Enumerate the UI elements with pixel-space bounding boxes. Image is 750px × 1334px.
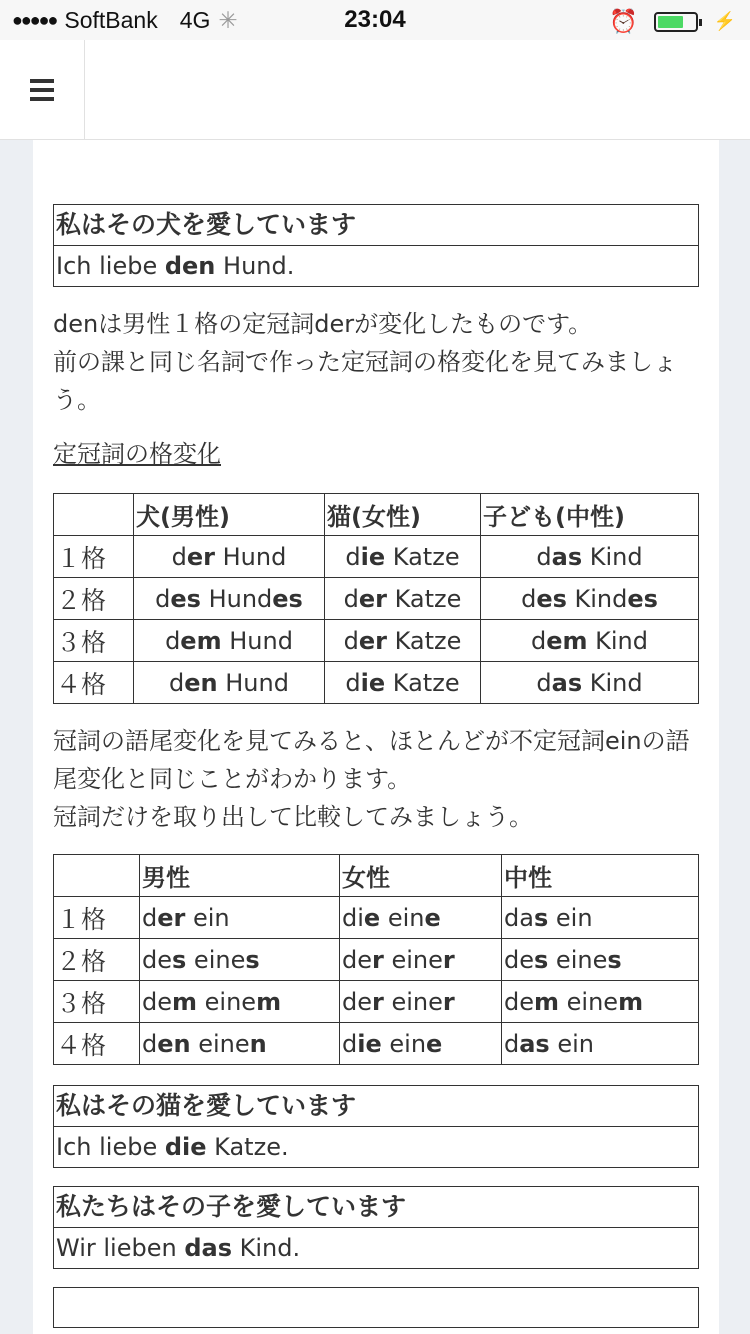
declension-cell-f: die Katze — [325, 536, 481, 578]
declension-cell-n: des eines — [502, 939, 699, 981]
declension-cell-n: das Kind — [481, 662, 699, 704]
network-type: 4G — [179, 7, 211, 33]
case-label: ４格 — [54, 662, 134, 704]
declension-cell-m: des eines — [140, 939, 340, 981]
article-card — [33, 140, 719, 1334]
section-heading: 定冠詞の格変化 — [53, 440, 221, 468]
case-label: ２格 — [54, 578, 134, 620]
declension-cell-n: des Kindes — [481, 578, 699, 620]
declension-cell-m: der ein — [140, 897, 340, 939]
declension-cell-n: das ein — [502, 897, 699, 939]
case-label: ４格 — [54, 1023, 140, 1065]
clock: 23:04 — [344, 6, 406, 33]
alarm-icon: ⏰ — [608, 8, 638, 34]
case-label: １格 — [54, 897, 140, 939]
example-sentence-3 — [53, 1186, 699, 1269]
declension-cell-n: dem Kind — [481, 620, 699, 662]
declension-cell-n: dem einem — [502, 981, 699, 1023]
declension-cell-f: der einer — [340, 939, 502, 981]
declension-cell-m: dem Hund — [134, 620, 325, 662]
table-row — [54, 536, 699, 578]
table-row — [54, 662, 699, 704]
declension-cell-f: die eine — [340, 1023, 502, 1065]
case-label: ２格 — [54, 939, 140, 981]
example-japanese: 私はその犬を愛しています — [54, 205, 699, 246]
declension-cell-n: das Kind — [481, 536, 699, 578]
table-header-row: 男性 女性 中性 — [54, 855, 699, 897]
case-label: ３格 — [54, 981, 140, 1023]
case-label: １格 — [54, 536, 134, 578]
declension-cell-f: die eine — [340, 897, 502, 939]
example-german: Wir lieben das Kind. — [54, 1228, 699, 1269]
example-sentence-1 — [53, 204, 699, 287]
table-row — [54, 1023, 699, 1065]
example-japanese: 私はその猫を愛しています — [54, 1086, 699, 1127]
example-german: Ich liebe den Hund. — [54, 246, 699, 287]
table-header-row: 犬(男性) 猫(女性) 子ども(中性) — [54, 494, 699, 536]
case-label: ３格 — [54, 620, 134, 662]
example-sentence-2 — [53, 1085, 699, 1168]
declension-cell-m: dem einem — [140, 981, 340, 1023]
table-row — [54, 939, 699, 981]
explanation-paragraph-1: denは男性１格の定冠詞derが変化したものです。 前の課と同じ名詞で作った定冠詞の格変化を見てみましょう。 — [53, 310, 677, 414]
site-header — [0, 40, 750, 140]
declension-cell-m: der Hund — [134, 536, 325, 578]
charging-icon: ⚡ — [713, 11, 736, 31]
example-sentence-4-partial — [53, 1287, 699, 1328]
declension-cell-f: die Katze — [325, 662, 481, 704]
table-row — [54, 981, 699, 1023]
carrier-name: SoftBank — [64, 7, 158, 33]
declension-cell-m: des Hundes — [134, 578, 325, 620]
example-japanese: 私たちはその子を愛しています — [54, 1187, 699, 1228]
status-bar — [0, 0, 750, 40]
explanation-paragraph-2: 冠詞の語尾変化を見てみると、ほとんどが不定冠詞einの語尾変化と同じことがわかります。 冠詞だけを取り出して比較してみましょう。 — [53, 727, 690, 831]
hamburger-menu-button[interactable] — [0, 40, 85, 140]
battery-icon — [654, 12, 698, 32]
definite-article-declension-table — [53, 493, 699, 704]
declension-cell-f: der Katze — [325, 578, 481, 620]
article-content — [53, 204, 699, 1334]
table-row — [54, 620, 699, 662]
example-german: Ich liebe die Katze. — [54, 1127, 699, 1168]
table-row — [54, 897, 699, 939]
declension-cell-m: den einen — [140, 1023, 340, 1065]
declension-cell-m: den Hund — [134, 662, 325, 704]
declension-cell-f: der Katze — [325, 620, 481, 662]
declension-cell-f: der einer — [340, 981, 502, 1023]
table-row — [54, 578, 699, 620]
signal-strength-icon: ●●●●● — [12, 10, 57, 30]
loading-spinner-icon: ✳ — [218, 7, 238, 33]
article-ending-comparison-table — [53, 854, 699, 1065]
declension-cell-n: das ein — [502, 1023, 699, 1065]
